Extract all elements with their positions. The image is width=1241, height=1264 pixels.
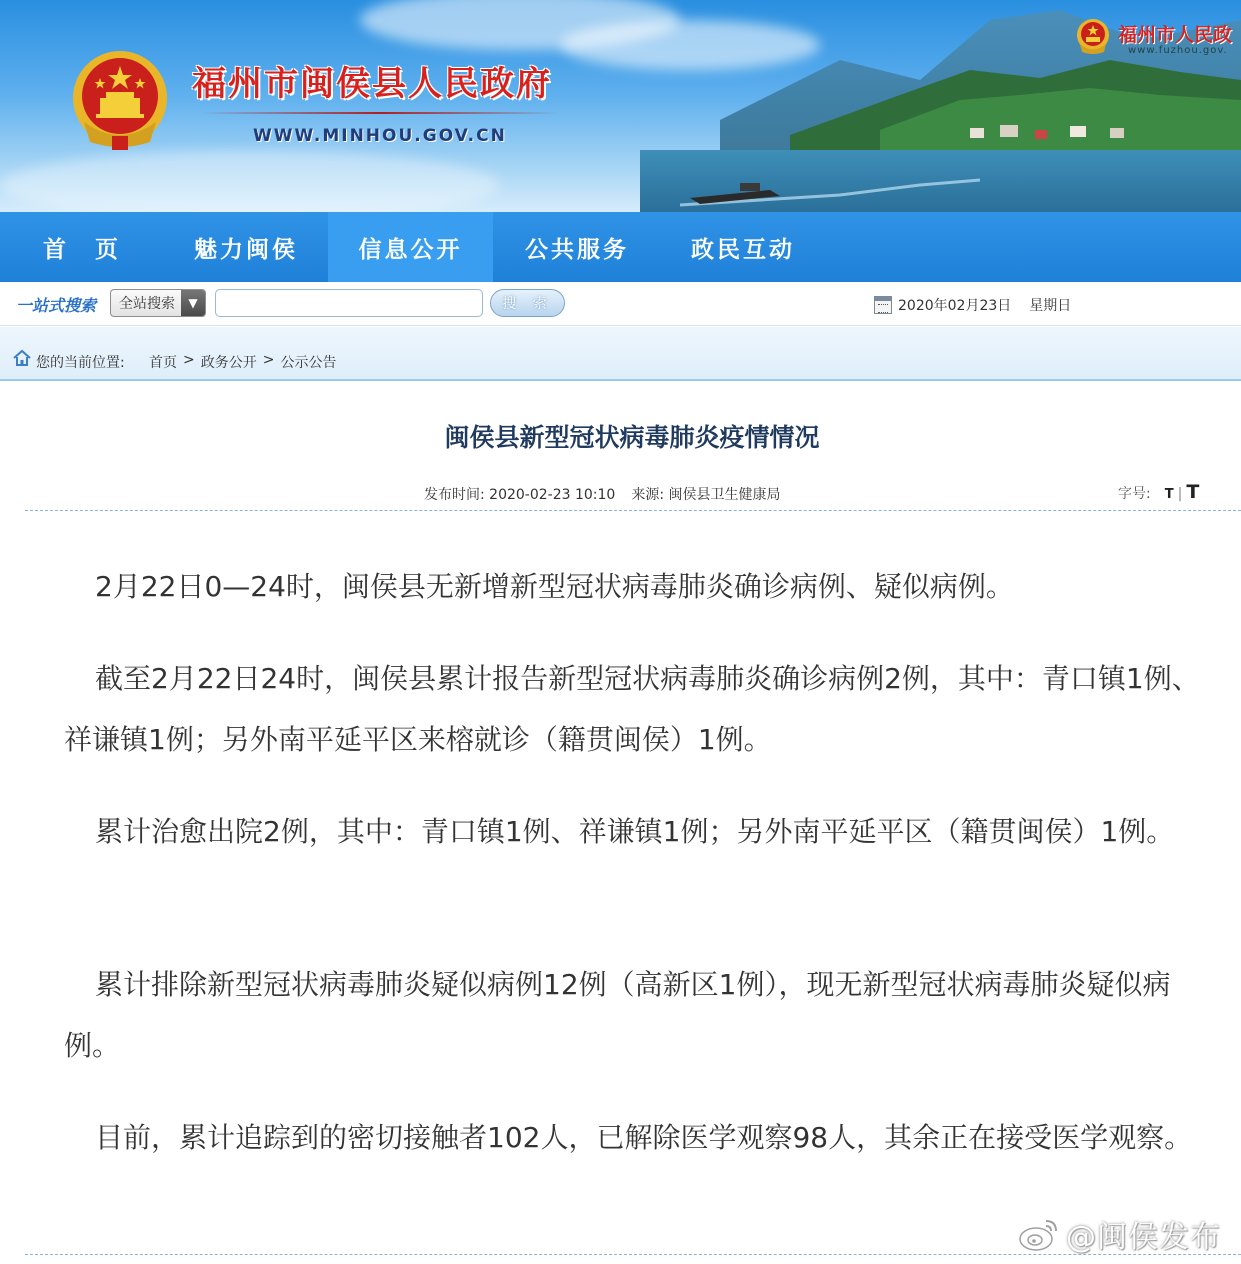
breadcrumb-prefix: 您的当前位置: bbox=[36, 355, 125, 371]
nav-item-interaction[interactable]: 政民互动 bbox=[691, 236, 795, 263]
article-paragraph: 2月22日0—24时，闽侯县无新增新型冠状病毒肺炎确诊病例、疑似病例。 bbox=[95, 570, 1014, 603]
nav-item-home[interactable]: 首 页 bbox=[43, 236, 121, 263]
breadcrumb-link-home[interactable]: 首页 bbox=[149, 355, 177, 371]
chevron-down-icon[interactable]: ▼ bbox=[181, 290, 205, 316]
nav-item-public-service[interactable]: 公共服务 bbox=[525, 236, 629, 263]
font-size-large-button[interactable]: T bbox=[1186, 481, 1200, 503]
search-input[interactable] bbox=[215, 289, 483, 317]
breadcrumb-separator: > bbox=[183, 352, 195, 368]
current-date bbox=[874, 295, 1071, 315]
search-button[interactable]: 搜 索 bbox=[490, 289, 565, 317]
weibo-icon bbox=[1018, 1215, 1060, 1253]
article-title: 闽侯县新型冠状病毒肺炎疫情情况 bbox=[444, 423, 820, 452]
fuzhou-emblem-icon[interactable] bbox=[1076, 18, 1110, 56]
article-meta bbox=[424, 484, 781, 504]
nav-item-charm-minhou[interactable]: 魅力闽侯 bbox=[194, 236, 298, 263]
site-url[interactable]: WWW.MINHOU.GOV.CN bbox=[253, 126, 507, 146]
site-name[interactable]: 福州市闽侯县人民政府 bbox=[192, 64, 552, 104]
search-label: 一站式搜索 bbox=[16, 296, 97, 315]
font-size-small-button[interactable]: T bbox=[1164, 487, 1174, 502]
article-paragraph: 累计排除新型冠状病毒肺炎疑似病例12例（高新区1例），现无新型冠状病毒肺炎疑似病例。 bbox=[64, 968, 1171, 1062]
weibo-watermark bbox=[1018, 1212, 1221, 1256]
nav-item-info-disclosure[interactable]: 信息公开 bbox=[328, 212, 493, 282]
main-nav bbox=[0, 212, 1241, 282]
search-bar bbox=[0, 282, 1241, 326]
article-paragraph: 累计治愈出院2例，其中：青口镇1例、祥谦镇1例；另外南平延平区（籍贯闽侯）1例。 bbox=[95, 815, 1175, 848]
breadcrumb-link-gov-affairs[interactable]: 政务公开 bbox=[200, 355, 257, 371]
cloud-decoration bbox=[0, 150, 500, 212]
national-emblem-icon[interactable] bbox=[70, 48, 170, 152]
date-text: 2020年02月23日 bbox=[898, 298, 1012, 314]
search-scope-value: 全站搜索 bbox=[119, 296, 175, 312]
breadcrumb-separator: > bbox=[262, 352, 275, 368]
breadcrumb bbox=[0, 327, 1241, 381]
article-source: 来源: 闽侯县卫生健康局 bbox=[631, 487, 781, 503]
divider bbox=[25, 510, 1241, 511]
article-paragraph: 目前，累计追踪到的密切接触者102人，已解除医学观察98人，其余正在接受医学观察。 bbox=[95, 1121, 1193, 1154]
publish-time: 发布时间: 2020-02-23 10:10 bbox=[424, 487, 616, 503]
breadcrumb-link-notices[interactable]: 公示公告 bbox=[280, 355, 337, 371]
home-icon bbox=[12, 349, 32, 367]
calendar-icon bbox=[874, 296, 892, 314]
watermark-text: @闽侯发布 bbox=[1066, 1220, 1221, 1255]
title-underline bbox=[200, 112, 560, 114]
breadcrumb-trail bbox=[149, 352, 336, 372]
search-scope-select[interactable] bbox=[110, 289, 206, 317]
article-paragraph: 截至2月22日24时，闽侯县累计报告新型冠状病毒肺炎确诊病例2例，其中：青口镇1例、祥谦镇1例；另外南平延平区来榕就诊（籍贯闽侯）1例。 bbox=[64, 662, 1200, 756]
fuzhou-site-url[interactable]: www.fuzhou.gov. bbox=[1128, 45, 1228, 56]
font-size-control bbox=[1118, 481, 1199, 503]
font-size-separator: | bbox=[1177, 486, 1183, 502]
header-banner bbox=[0, 0, 1241, 212]
font-size-label: 字号: bbox=[1118, 486, 1151, 502]
fuzhou-site-link[interactable]: 福州市人民政 bbox=[1118, 24, 1233, 46]
weekday-text: 星期日 bbox=[1029, 298, 1072, 314]
